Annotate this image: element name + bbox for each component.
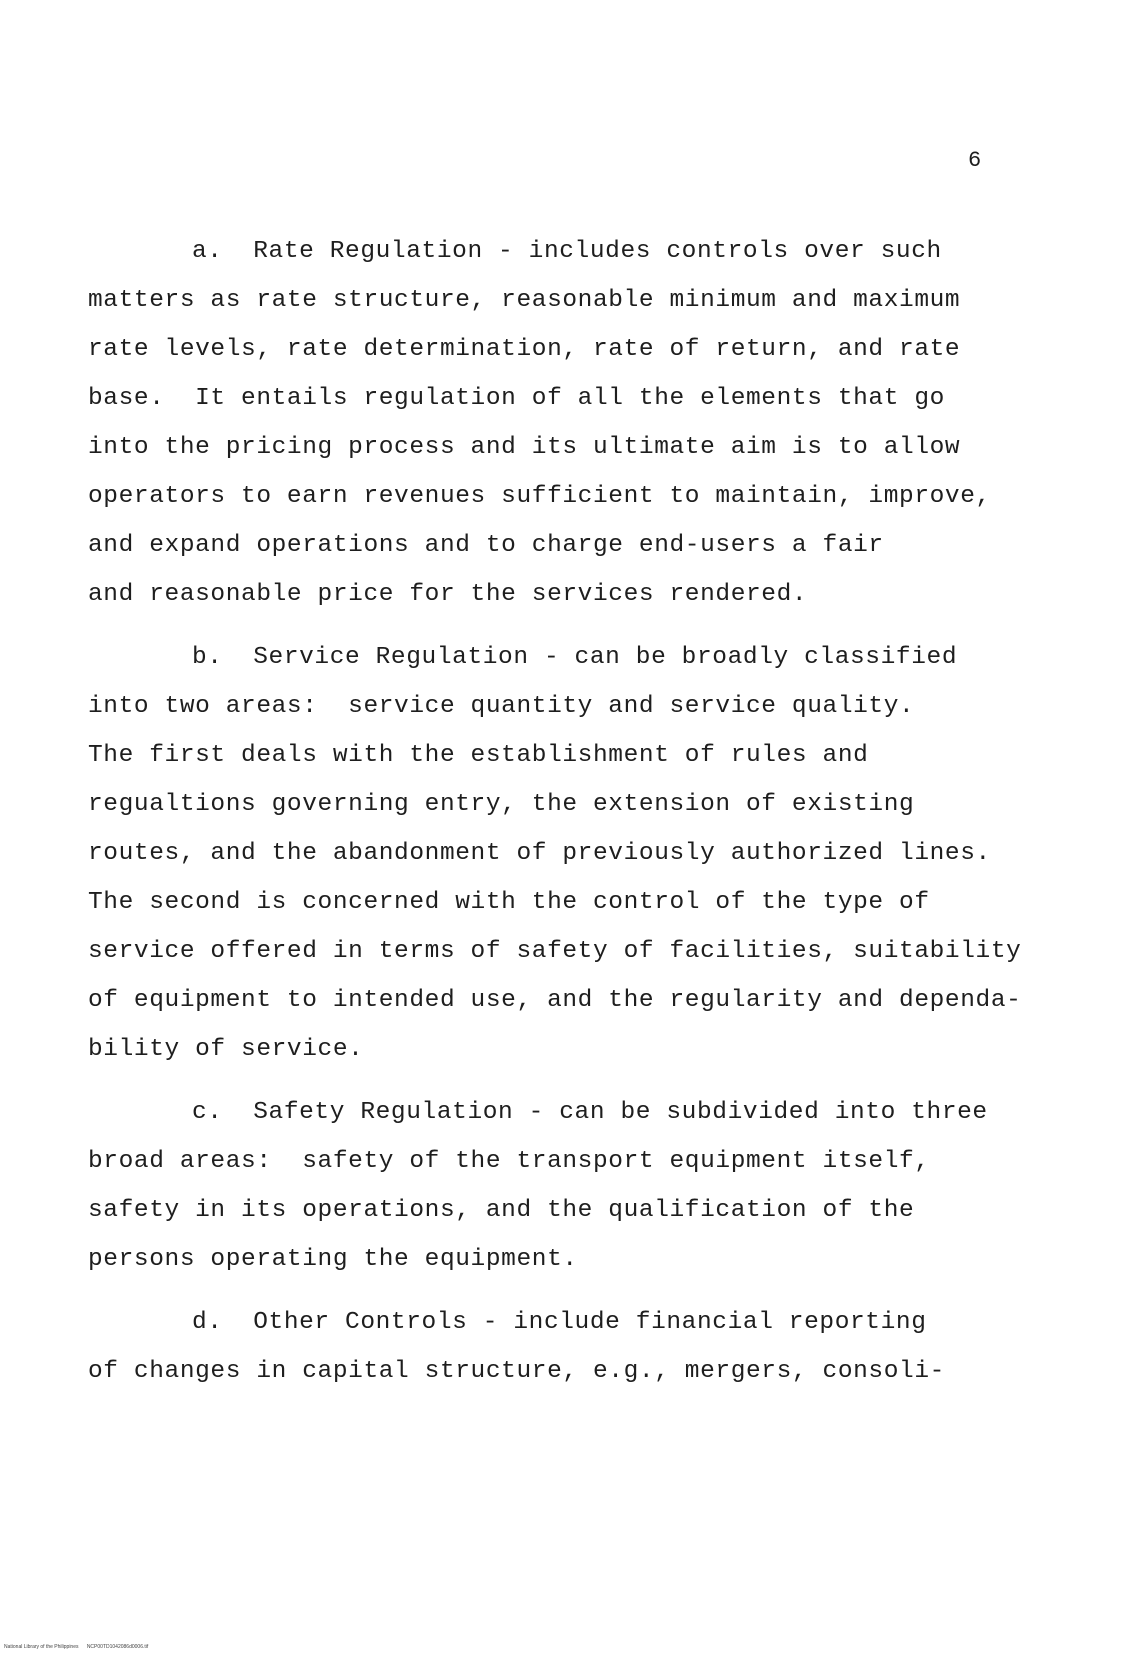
text-line: a. Rate Regulation - includes controls over such — [192, 238, 942, 265]
text-line: and reasonable price for the services rendered. — [88, 581, 808, 608]
text-line: routes, and the abandonment of previously authorized lines. — [88, 840, 991, 867]
text-line: safety in its operations, and the qualification of the — [88, 1197, 915, 1224]
page-number: 6 — [968, 148, 982, 173]
text-line: of equipment to intended use, and the regularity and dependa- — [88, 987, 1022, 1014]
text-line: The second is concerned with the control of the type of — [88, 889, 930, 916]
text-line: matters as rate structure, reasonable minimum and maximum — [88, 287, 961, 314]
text-line: b. Service Regulation - can be broadly classified — [192, 644, 958, 671]
text-line: service offered in terms of safety of facilities, suitability — [88, 938, 1022, 965]
text-line: into the pricing process and its ultimate aim is to allow — [88, 434, 961, 461]
text-line: of changes in capital structure, e.g., mergers, consoli- — [88, 1358, 945, 1385]
text-line: regualtions governing entry, the extension of existing — [88, 791, 915, 818]
text-line: base. It entails regulation of all the elements that go — [88, 385, 945, 412]
text-line: bility of service. — [88, 1036, 364, 1063]
text-line: d. Other Controls - include financial reporting — [192, 1309, 927, 1336]
footer-credit: National Library of the Philippines NCP00TD1042086d0006.tif — [4, 1644, 149, 1650]
text-line: persons operating the equipment. — [88, 1246, 578, 1273]
text-line: The first deals with the establishment of rules and — [88, 742, 869, 769]
text-line: c. Safety Regulation - can be subdivided into three — [192, 1099, 988, 1126]
text-line: and expand operations and to charge end-users a fair — [88, 532, 884, 559]
text-line: rate levels, rate determination, rate of return, and rate — [88, 336, 961, 363]
text-line: operators to earn revenues sufficient to maintain, improve, — [88, 483, 991, 510]
text-line: into two areas: service quantity and service quality. — [88, 693, 915, 720]
text-line: broad areas: safety of the transport equipment itself, — [88, 1148, 930, 1175]
